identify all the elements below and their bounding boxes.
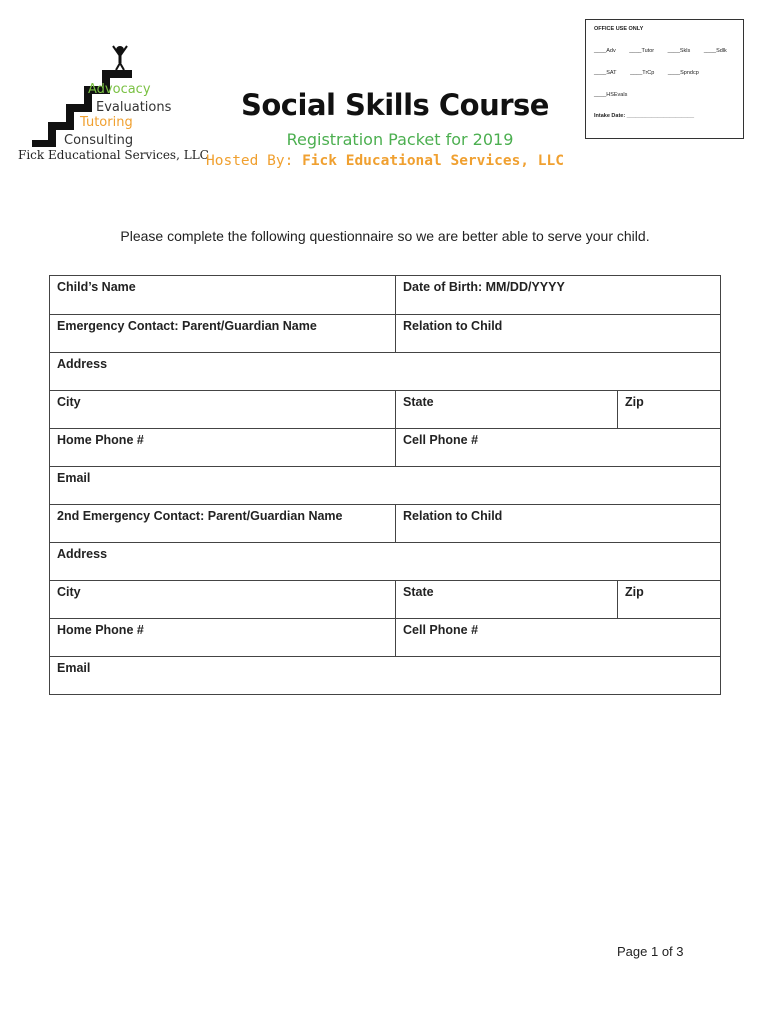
dob-field[interactable]: Date of Birth: MM/DD/YYYY [395,276,720,314]
form-row [50,466,720,504]
office-item: ____SAT [594,70,617,76]
logo-company-name: Fick Educational Services, LLC [18,148,209,162]
intake-date: Intake Date: ______________________ [594,113,694,119]
page-number: Page 1 of 3 [617,944,684,959]
page-title: Social Skills Course [241,88,549,122]
state-field[interactable]: State [395,391,617,428]
office-line-2 [594,70,711,76]
hosted-by-label: Hosted By: [206,153,294,169]
zip-2-field[interactable]: Zip [617,581,720,618]
office-use-heading: OFFICE USE ONLY [594,26,644,32]
address-field[interactable]: Address [57,357,108,371]
office-item: ____Spndcp [667,70,699,76]
zip-field[interactable]: Zip [617,391,720,428]
email-field[interactable]: Email [57,471,91,485]
hosted-by-name: Fick Educational Services, LLC [302,153,564,169]
hosted-by [180,153,590,169]
relation-field[interactable]: Relation to Child [395,315,720,352]
logo-word-evaluations: Evaluations [96,100,172,115]
office-use-box [585,19,744,139]
childs-name-field[interactable]: Child’s Name [57,280,136,294]
page-subtitle: Registration Packet for 2019 [286,130,514,149]
form-row [50,618,720,656]
office-item: ____Skls [667,48,691,54]
state-2-field[interactable]: State [395,581,617,618]
logo-word-tutoring: Tutoring [80,115,133,130]
form-row [50,428,720,466]
cell-phone-field[interactable]: Cell Phone # [395,429,720,466]
office-item: ____HSEvals [594,92,628,98]
office-item: ____Tutor [629,48,655,54]
office-item: ____TrCp [630,70,655,76]
registration-form [49,275,721,695]
emergency-contact-field[interactable]: Emergency Contact: Parent/Guardian Name [57,319,317,333]
email-2-field[interactable]: Email [57,661,91,675]
home-phone-field[interactable]: Home Phone # [57,433,144,447]
form-row [50,656,720,694]
cell-phone-2-field[interactable]: Cell Phone # [395,619,720,656]
office-line-3 [594,92,639,98]
logo-word-consulting: Consulting [64,133,134,148]
home-phone-2-field[interactable]: Home Phone # [57,623,144,637]
form-row [50,314,720,352]
office-item: ____Adv [594,48,616,54]
form-row [50,580,720,618]
city-field[interactable]: City [57,395,81,409]
form-row [50,542,720,580]
form-row [50,504,720,542]
office-item: ____Sdlk [703,48,727,54]
relation-2-field[interactable]: Relation to Child [395,505,720,542]
office-line-1 [594,48,739,54]
intro-text: Please complete the following questionnaire so we are better able to serve your child. [120,228,650,244]
form-row [50,276,720,314]
emergency-contact-2-field[interactable]: 2nd Emergency Contact: Parent/Guardian Name [57,509,343,523]
form-row [50,352,720,390]
address-2-field[interactable]: Address [57,547,108,561]
form-row [50,390,720,428]
logo-word-advocacy: Advocacy [88,82,151,97]
city-2-field[interactable]: City [57,585,81,599]
